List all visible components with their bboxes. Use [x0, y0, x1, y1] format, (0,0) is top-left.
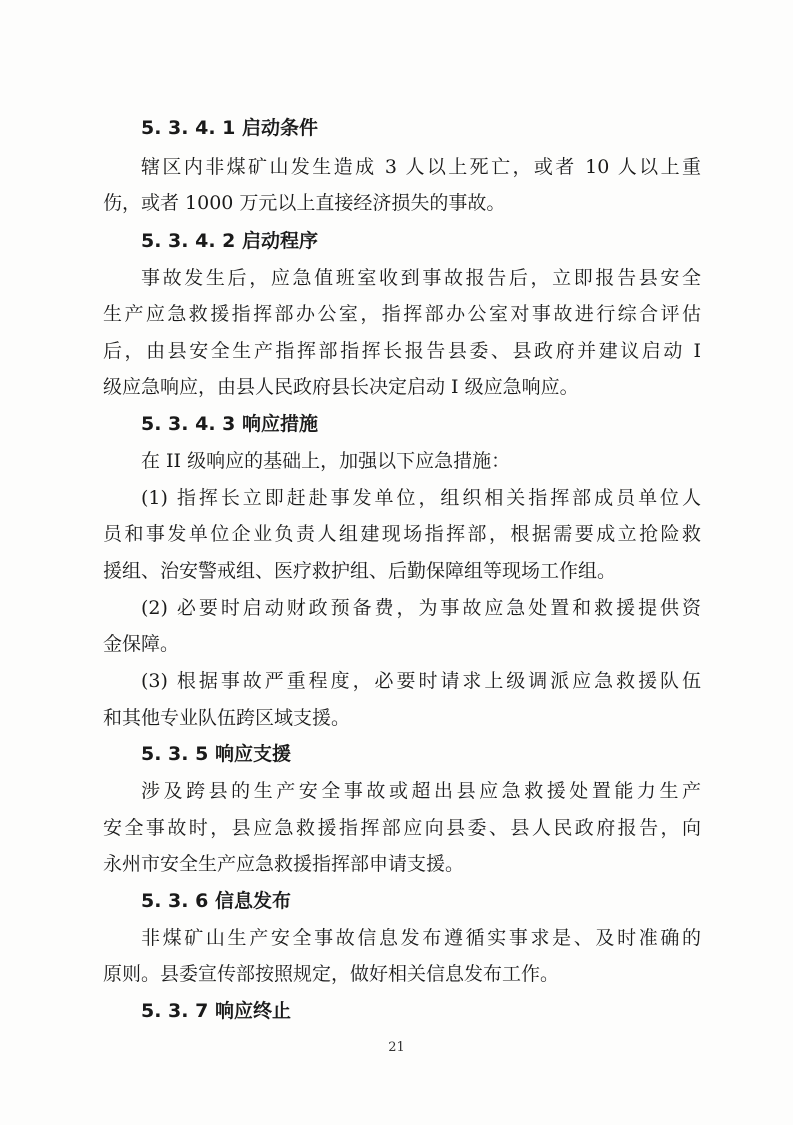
paragraph-line: 生产应急救援指挥部办公室，指挥部办公室对事故进行综合评估	[103, 303, 701, 325]
section-heading-startup-conditions: 5. 3. 4. 1 启动条件	[141, 117, 318, 139]
list-item-3-line: 和其他专业队伍跨区域支援。	[103, 707, 351, 729]
section-heading-response-measures: 5. 3. 4. 3 响应措施	[141, 413, 318, 435]
paragraph-line: 级应急响应，由县人民政府县长决定启动 I 级应急响应。	[103, 376, 579, 398]
section-heading-startup-procedure: 5. 3. 4. 2 启动程序	[141, 230, 318, 252]
list-item-1-line: 援组、治安警戒组、医疗救护组、后勤保障组等现场工作组。	[103, 560, 617, 582]
paragraph-line: 在 II 级响应的基础上，加强以下应急措施：	[141, 450, 511, 472]
list-item-2-line: (2) 必要时启动财政预备费，为事故应急处置和救援提供资	[141, 597, 701, 619]
section-heading-response-support: 5. 3. 5 响应支援	[141, 743, 291, 765]
paragraph-line: 非煤矿山生产安全事故信息发布遵循实事求是、及时准确的	[141, 927, 701, 949]
paragraph-line: 后，由县安全生产指挥部指挥长报告县委、县政府并建议启动 I	[103, 340, 701, 362]
paragraph-line: 安全事故时，县应急救援指挥部应向县委、县人民政府报告，向	[103, 817, 701, 839]
section-heading-response-termination: 5. 3. 7 响应终止	[141, 1000, 291, 1022]
paragraph-line: 永州市安全生产应急救援指挥部申请支援。	[103, 853, 465, 875]
list-item-3-line: (3) 根据事故严重程度，必要时请求上级调派应急救援队伍	[141, 670, 701, 692]
paragraph-line: 原则。县委宣传部按照规定，做好相关信息发布工作。	[103, 963, 560, 985]
paragraph-line: 事故发生后，应急值班室收到事故报告后，立即报告县安全	[141, 267, 701, 289]
paragraph-line: 涉及跨县的生产安全事故或超出县应急救援处置能力生产	[141, 780, 701, 802]
list-item-1-line: (1) 指挥长立即赶赴事发单位，组织相关指挥部成员单位人	[141, 487, 701, 509]
paragraph-line: 辖区内非煤矿山发生造成 3 人以上死亡，或者 10 人以上重	[141, 156, 701, 178]
paragraph-line: 伤，或者 1000 万元以上直接经济损失的事故。	[103, 192, 506, 214]
page-number: 21	[388, 1040, 405, 1055]
list-item-1-line: 员和事发单位企业负责人组建现场指挥部，根据需要成立抢险救	[103, 523, 701, 545]
list-item-2-line: 金保障。	[103, 633, 180, 655]
section-heading-information-release: 5. 3. 6 信息发布	[141, 890, 291, 912]
